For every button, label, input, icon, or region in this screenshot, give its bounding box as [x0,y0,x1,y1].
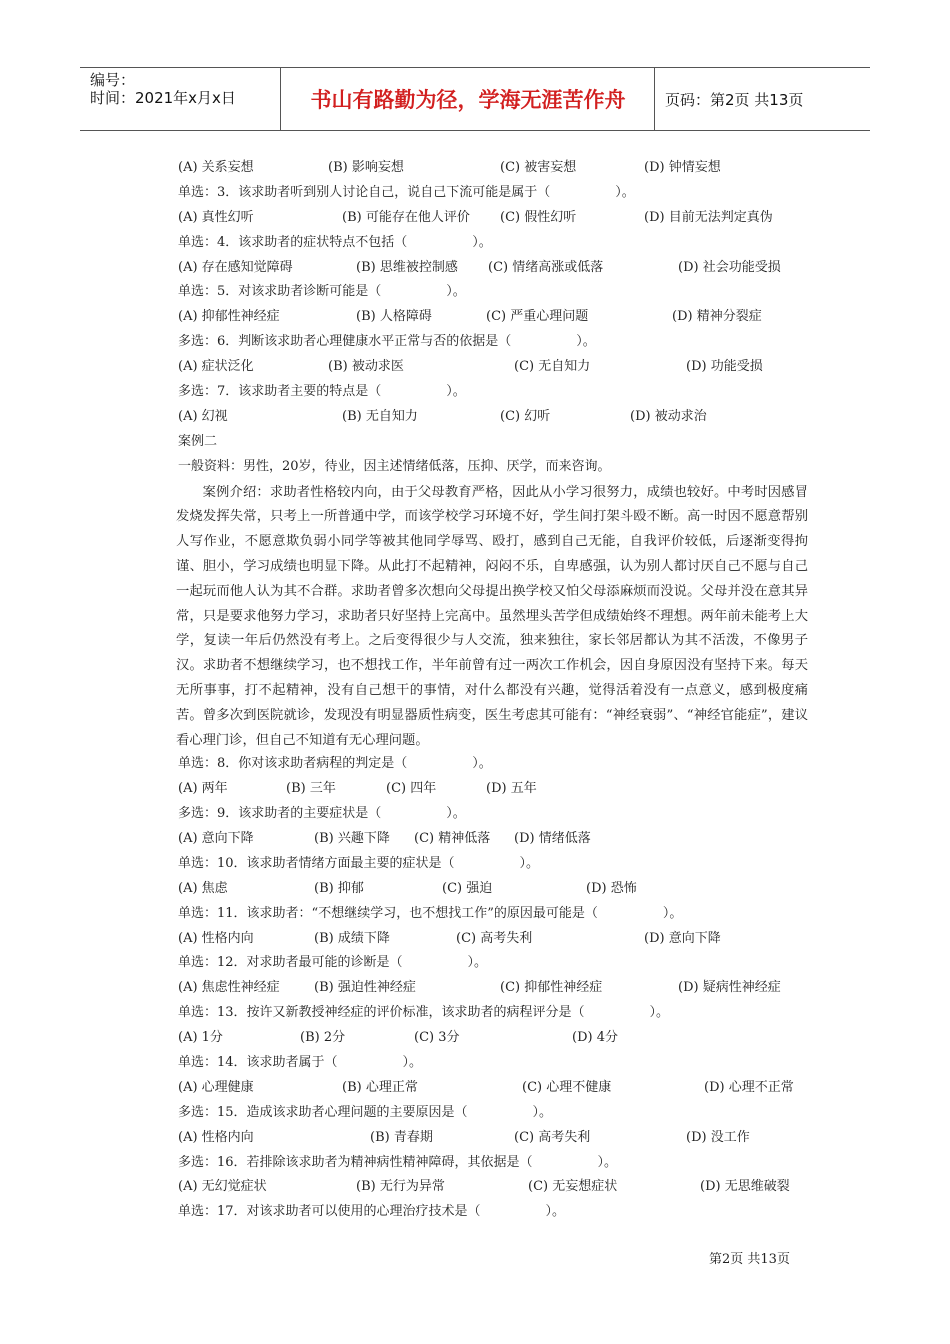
question-14: 单选：14．该求助者属于（ ）。 [178,1055,423,1071]
case-title: 案例二 [178,433,218,449]
option-b: (B) 心理正常 [342,1079,418,1095]
header-divider [654,68,655,130]
option-c: (C) 精神低落 [414,831,491,847]
option-b: (B) 可能存在他人评价 [342,209,470,225]
option-a: (A) 心理健康 [178,1079,254,1095]
option-d: (D) 五年 [486,781,537,797]
option-c: (C) 心理不健康 [522,1079,612,1095]
option-a: (A) 无幻觉症状 [178,1179,267,1195]
header-motto: 书山有路勤为径，学海无涯苦作舟 [310,88,626,112]
option-b: (B) 青春期 [370,1129,433,1145]
option-d: (D) 心理不正常 [704,1079,794,1095]
option-b: (B) 成绩下降 [314,930,390,946]
header-page-number: 页码：第2页 共13页 [665,90,804,109]
option-c: (C) 四年 [386,781,437,797]
option-b: (B) 兴趣下降 [314,831,390,847]
option-b: (B) 三年 [286,781,336,797]
option-a: (A) 症状泛化 [178,359,254,375]
option-c: (C) 高考失利 [456,930,533,946]
option-b: (B) 无行为异常 [356,1179,445,1195]
q7-options [178,406,818,431]
q13-options [178,1027,818,1052]
question-10: 单选：10．该求助者情绪方面最主要的症状是（ ）。 [178,855,540,871]
q2-options [178,157,818,182]
serial-label: 编号： [90,71,136,89]
option-a: (A) 1分 [178,1030,223,1046]
option-a: (A) 关系妄想 [178,160,254,175]
option-b: (B) 被动求医 [328,359,404,375]
q14-options [178,1077,818,1102]
option-d: (D) 社会功能受损 [678,259,781,275]
option-a: (A) 性格内向 [178,930,254,946]
question-9: 多选：9．该求助者的主要症状是（ ）。 [178,806,466,822]
option-c: (C) 无妄想症状 [528,1179,618,1195]
option-a: (A) 幻视 [178,408,228,424]
option-c: (C) 3分 [414,1030,460,1046]
option-c: (C) 假性幻听 [500,209,577,225]
option-b: (B) 强迫性神经症 [314,980,416,996]
q11-options [178,928,818,953]
option-d: (D) 无思维破裂 [700,1179,790,1195]
header-divider [280,68,281,130]
option-d: (D) 功能受损 [686,359,763,375]
question-7: 多选：7．该求助者主要的特点是（ ）。 [178,384,466,400]
q9-options [178,828,818,853]
question-12: 单选：12．对求助者最可能的诊断是（ ）。 [178,955,488,971]
option-c: (C) 幻听 [500,408,551,424]
header-meta [90,71,280,107]
option-d: (D) 情绪低落 [514,831,591,847]
option-b: (B) 抑郁 [314,880,364,896]
question-5: 单选：5．对该求助者诊断可能是（ ）。 [178,284,466,300]
case-general-info: 一般资料：男性，20岁，待业，因主述情绪低落，压抑、厌学，而来咨询。 [178,458,611,474]
q3-options [178,207,818,232]
option-b: (B) 影响妄想 [328,160,404,175]
option-d: (D) 没工作 [686,1129,750,1145]
question-15: 多选：15．造成该求助者心理问题的主要原因是（ ）。 [178,1104,553,1120]
page-footer: 第2页 共13页 [709,1252,790,1267]
option-c: (C) 无自知力 [514,359,591,375]
question-3: 单选：3．该求助者听到别人讨论自己，说自己下流可能是属于（ ）。 [178,184,635,200]
question-13: 单选：13．按许又新教授神经症的评价标准，该求助者的病程评分是（ ）。 [178,1005,670,1021]
q5-options [178,306,818,331]
q10-options [178,878,818,903]
option-a: (A) 两年 [178,781,228,797]
option-c: (C) 抑郁性神经症 [500,980,603,996]
case-introduction: 案例介绍：求助者性格较内向，由于父母教育严格，因此从小学习很努力，成绩也较好。中考时因感冒发烧发挥失常，只考上一所普通中学，而该学校学习环境不好，学生间打架斗殴不断。高一时因不愿意帮别人写作业，不愿意欺负弱小同学等被其他同学辱骂、殴打，感到自己无能，自我评价较低，后逐渐变得拘谨、胆小，学习成绩也明显下降。从此打不起精神，闷闷不乐，自卑感强，认为别人都讨厌自己不愿与自己一起玩而他人认为其不合群。求助者曾多次想向父母提出换学校又怕父母添麻烦而没说。父母并没在意其异常，只是要求他努力学习，求助者只好坚持上完高中。虽然埋头苦学但成绩始终不理想。两年前未能考上大学，复读一年后仍然没有考上。之后变得很少与人交流，独来独往，家长邻居都认为其不活泼，不像男子汉。求助者不想继续学习，也不想找工作，半年前曾有过一两次工作机会，因自身原因没有坚持下来。每天无所事事，打不起精神，没有自己想干的事情，对什么都没有兴趣，觉得活着没有一点意义，感到极度痛苦。曾多次到医院就诊，发现没有明显器质性病变，医生考虑其可能有：“神经衰弱”、“神经官能症”，建议看心理门诊，但自己不知道有无心理问题。 [176,484,808,748]
option-d: (D) 4分 [572,1030,618,1046]
option-d: (D) 目前无法判定真伪 [644,209,773,225]
option-b: (B) 思维被控制感 [356,259,458,275]
date-label: 时间：2021年x月x日 [90,89,236,107]
question-11: 单选：11．该求助者：“不想继续学习，也不想找工作”的原因最可能是（ ）。 [178,905,683,921]
q4-options [178,257,818,282]
option-c: (C) 被害妄想 [500,160,577,175]
document-body [178,157,818,1226]
q8-options [178,778,818,803]
question-8: 单选：8．你对该求助者病程的判定是（ ）。 [178,756,492,772]
option-a: (A) 抑郁性神经症 [178,309,280,325]
question-17: 单选：17．对该求助者可以使用的心理治疗技术是（ ）。 [178,1204,566,1220]
option-a: (A) 焦虑 [178,880,228,896]
option-d: (D) 疑病性神经症 [678,980,781,996]
option-c: (C) 强迫 [442,880,493,896]
question-6: 多选：6．判断该求助者心理健康水平正常与否的依据是（ ）。 [178,334,596,350]
option-b: (B) 2分 [300,1030,346,1046]
question-4: 单选：4．该求助者的症状特点不包括（ ）。 [178,234,492,250]
option-c: (C) 严重心理问题 [486,309,589,325]
option-a: (A) 意向下降 [178,831,254,847]
option-c: (C) 情绪高涨或低落 [488,259,604,275]
option-d: (D) 精神分裂症 [672,309,762,325]
q15-options [178,1127,818,1152]
option-a: (A) 存在感知觉障碍 [178,259,293,275]
option-c: (C) 高考失利 [514,1129,591,1145]
option-d: (D) 钟情妄想 [644,160,721,175]
option-a: (A) 真性幻听 [178,209,254,225]
q12-options [178,977,818,1002]
page-header [80,67,870,131]
option-a: (A) 性格内向 [178,1129,254,1145]
option-b: (B) 人格障碍 [356,309,432,325]
option-a: (A) 焦虑性神经症 [178,980,280,996]
option-d: (D) 恐怖 [586,880,637,896]
option-b: (B) 无自知力 [342,408,418,424]
option-d: (D) 意向下降 [644,930,721,946]
question-16: 多选：16．若排除该求助者为精神病性精神障碍，其依据是（ ）。 [178,1154,618,1170]
q6-options [178,356,818,381]
q16-options [178,1176,818,1201]
option-d: (D) 被动求治 [630,408,707,424]
